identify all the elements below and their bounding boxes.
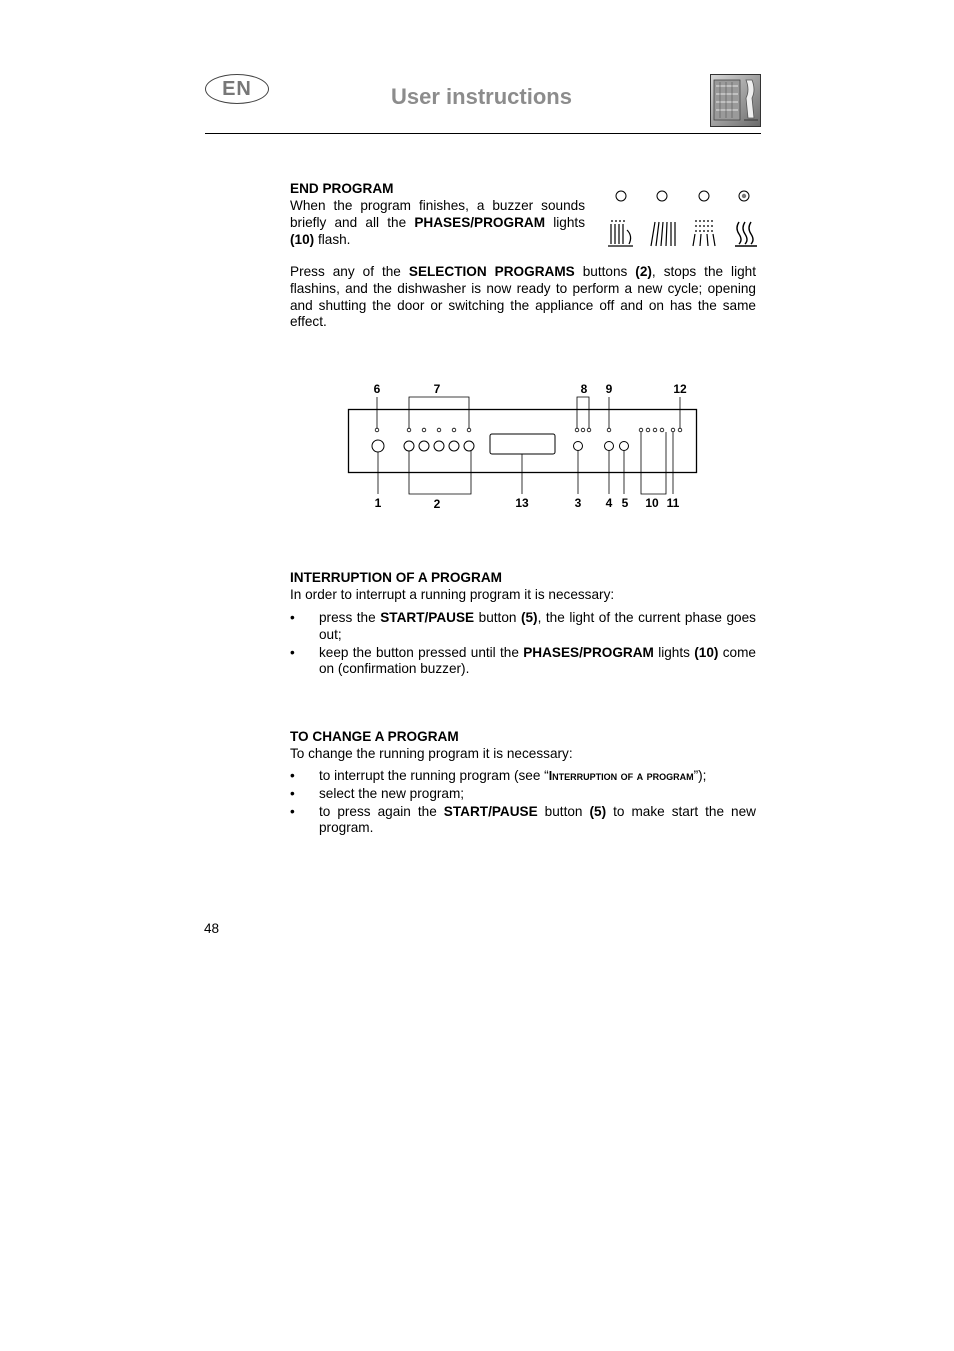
change-program-intro: To change the running program it is necessary: <box>290 746 573 761</box>
control-panel-diagram <box>340 378 710 514</box>
change-program-steps <box>290 768 756 838</box>
diagram-label-13: 13 <box>515 496 529 510</box>
end-program-heading: END PROGRAM <box>290 181 394 196</box>
interruption-heading: INTERRUPTION OF A PROGRAM <box>290 570 502 585</box>
interruption-steps <box>290 610 756 679</box>
wash-icon <box>651 222 675 246</box>
change-program-heading: TO CHANGE A PROGRAM <box>290 729 459 744</box>
end-program-text: When the program finishes, a buzzer sounds briefly and all the PHASES/PROGRAM lights (10) flash. <box>290 198 585 247</box>
phase-lights-panel <box>603 186 761 252</box>
diagram-label-12: 12 <box>673 382 687 396</box>
rinse-icon <box>693 221 715 246</box>
diagram-label-2: 2 <box>433 497 441 511</box>
dishwasher-photo-icon <box>710 74 761 127</box>
diagram-label-11: 11 <box>666 496 680 510</box>
interruption-intro: In order to interrupt a running program it is necessary: <box>290 587 615 602</box>
page-title: User instructions <box>391 84 572 109</box>
prewash-icon <box>608 221 633 246</box>
diagram-label-3: 3 <box>574 496 582 510</box>
selection-programs-text: Press any of the SELECTION PROGRAMS buttons (2), stops the light flashins, and the dishwasher is now ready to perform a new cycle; opening and shutting the door or switching the appliance off and on has the same effect. <box>290 264 756 330</box>
dry-icon <box>735 222 757 246</box>
diagram-label-1: 1 <box>374 496 382 510</box>
list-item: • keep the button pressed until the PHASES/PROGRAM lights (10) come on (confirmation buzzer). <box>290 645 756 679</box>
diagram-label-10: 10 <box>645 496 659 510</box>
diagram-label-6: 6 <box>373 382 381 396</box>
list-item: • to interrupt the running program (see “Interruption of a program”); <box>290 768 756 785</box>
diagram-label-7: 7 <box>433 382 441 396</box>
list-item: • select the new program; <box>290 786 756 803</box>
page-number: 48 <box>204 921 220 936</box>
language-badge: EN <box>205 74 269 104</box>
diagram-label-5: 5 <box>621 496 629 510</box>
diagram-label-4: 4 <box>605 496 613 510</box>
list-item: • to press again the START/PAUSE button (5) to make start the new program. <box>290 804 756 838</box>
list-item: • press the START/PAUSE button (5), the light of the current phase goes out; <box>290 610 756 644</box>
diagram-label-9: 9 <box>605 382 613 396</box>
diagram-label-8: 8 <box>580 382 588 396</box>
header-divider <box>205 133 761 134</box>
